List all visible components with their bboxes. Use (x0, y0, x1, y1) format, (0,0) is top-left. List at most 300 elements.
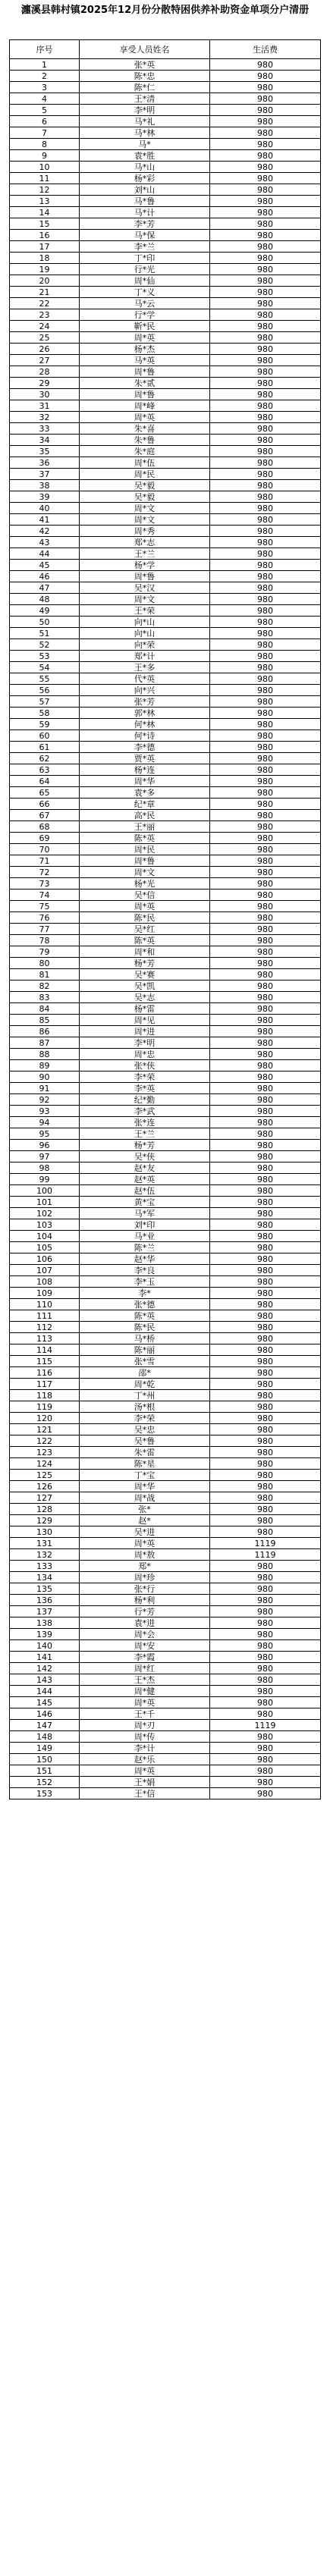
cell-name: 陈*忠 (80, 71, 210, 82)
cell-allowance: 980 (210, 651, 321, 662)
cell-name: 李*兰 (80, 241, 210, 253)
cell-name: 朱*鲁 (80, 435, 210, 446)
table-row (10, 526, 321, 537)
table-row (10, 890, 321, 901)
cell-allowance: 980 (210, 628, 321, 639)
cell-allowance: 980 (210, 150, 321, 162)
cell-name: 李*德 (80, 742, 210, 753)
cell-serial: 31 (10, 400, 80, 412)
cell-serial: 134 (10, 1572, 80, 1583)
cell-allowance: 980 (210, 1617, 321, 1629)
cell-serial: 44 (10, 548, 80, 560)
cell-name: 周*仙 (80, 275, 210, 287)
table-row (10, 162, 321, 173)
cell-name: 李*芳 (80, 218, 210, 230)
cell-allowance: 980 (210, 207, 321, 218)
table-row (10, 1629, 321, 1640)
table-row (10, 1356, 321, 1367)
cell-serial: 123 (10, 1447, 80, 1458)
table-row (10, 799, 321, 810)
cell-serial: 29 (10, 378, 80, 389)
cell-name: 李*武 (80, 1106, 210, 1117)
table-row (10, 844, 321, 855)
table-row (10, 82, 321, 93)
table-row (10, 1401, 321, 1413)
cell-allowance: 980 (210, 662, 321, 673)
cell-name: 周*英 (80, 332, 210, 344)
cell-name: 郑*志 (80, 537, 210, 548)
cell-allowance: 980 (210, 1788, 321, 1799)
cell-allowance: 980 (210, 1037, 321, 1049)
table-row (10, 1003, 321, 1015)
table-row (10, 1526, 321, 1538)
cell-allowance: 980 (210, 1026, 321, 1037)
cell-serial: 36 (10, 457, 80, 469)
cell-name: 周*伍 (80, 457, 210, 469)
cell-allowance: 980 (210, 1083, 321, 1094)
cell-serial: 39 (10, 491, 80, 503)
cell-name: 马*林 (80, 127, 210, 139)
cell-name: 何*诗 (80, 730, 210, 742)
cell-name: 周*英 (80, 1538, 210, 1549)
cell-name: 杨*芳 (80, 1140, 210, 1151)
table-row (10, 969, 321, 981)
cell-serial: 45 (10, 560, 80, 571)
cell-serial: 133 (10, 1561, 80, 1572)
cell-name: 马*云 (80, 298, 210, 309)
cell-allowance: 980 (210, 1162, 321, 1174)
cell-serial: 42 (10, 526, 80, 537)
table-row (10, 1674, 321, 1686)
table-row (10, 833, 321, 844)
table-row (10, 1379, 321, 1390)
cell-name: 周*鲁 (80, 389, 210, 400)
table-row (10, 366, 321, 378)
cell-name: 丁*宝 (80, 1470, 210, 1481)
cell-serial: 136 (10, 1595, 80, 1606)
cell-serial: 58 (10, 708, 80, 719)
table-body (10, 59, 321, 1799)
table-row (10, 400, 321, 412)
cell-allowance: 980 (210, 776, 321, 787)
header-name: 享受人员姓名 (80, 40, 210, 59)
cell-serial: 102 (10, 1208, 80, 1219)
cell-serial: 18 (10, 253, 80, 264)
cell-serial: 30 (10, 389, 80, 400)
cell-name: 周*文 (80, 594, 210, 605)
cell-serial: 107 (10, 1265, 80, 1276)
cell-name: 吴*毅 (80, 491, 210, 503)
cell-allowance: 980 (210, 1401, 321, 1413)
cell-name: 周*民 (80, 844, 210, 855)
cell-serial: 6 (10, 116, 80, 127)
cell-allowance: 980 (210, 389, 321, 400)
table-row (10, 537, 321, 548)
cell-serial: 111 (10, 1310, 80, 1322)
table-row (10, 1743, 321, 1754)
cell-name: 朱*喜 (80, 423, 210, 435)
cell-name: 周*英 (80, 412, 210, 423)
cell-serial: 128 (10, 1504, 80, 1515)
table-row (10, 651, 321, 662)
cell-serial: 97 (10, 1151, 80, 1162)
cell-name: 张*行 (80, 1583, 210, 1595)
cell-name: 周*安 (80, 1640, 210, 1652)
table-row (10, 1242, 321, 1253)
cell-name: 李*计 (80, 1743, 210, 1754)
cell-allowance: 980 (210, 912, 321, 924)
table-row (10, 958, 321, 969)
table-row (10, 139, 321, 150)
cell-serial: 121 (10, 1424, 80, 1435)
cell-allowance: 1119 (210, 1549, 321, 1561)
cell-allowance: 980 (210, 469, 321, 480)
cell-name: 吴*赛 (80, 969, 210, 981)
cell-name: 周*华 (80, 776, 210, 787)
table-row (10, 1788, 321, 1799)
cell-name: 周*英 (80, 901, 210, 912)
table-row (10, 1765, 321, 1777)
table-row (10, 810, 321, 821)
cell-allowance: 980 (210, 1060, 321, 1072)
cell-name: 周*乾 (80, 1379, 210, 1390)
cell-name: 王*娟 (80, 1777, 210, 1788)
cell-serial: 53 (10, 651, 80, 662)
cell-allowance: 980 (210, 1708, 321, 1720)
cell-serial: 73 (10, 878, 80, 890)
cell-allowance: 980 (210, 1117, 321, 1128)
table-row (10, 59, 321, 71)
cell-serial: 57 (10, 696, 80, 708)
table-row (10, 1310, 321, 1322)
table-row (10, 685, 321, 696)
cell-serial: 84 (10, 1003, 80, 1015)
table-row (10, 1299, 321, 1310)
cell-name: 周*进 (80, 1026, 210, 1037)
cell-allowance: 980 (210, 116, 321, 127)
cell-serial: 115 (10, 1356, 80, 1367)
cell-allowance: 980 (210, 1504, 321, 1515)
cell-name: 刘*印 (80, 1219, 210, 1231)
cell-serial: 64 (10, 776, 80, 787)
cell-serial: 104 (10, 1231, 80, 1242)
cell-allowance: 980 (210, 685, 321, 696)
table-header-row (10, 40, 321, 59)
table-row (10, 1288, 321, 1299)
cell-allowance: 980 (210, 1663, 321, 1674)
cell-name: 杨*杰 (80, 344, 210, 355)
table-row (10, 378, 321, 389)
cell-allowance: 980 (210, 1094, 321, 1106)
cell-name: 郭*林 (80, 708, 210, 719)
cell-name: 王*兰 (80, 548, 210, 560)
cell-allowance: 980 (210, 1140, 321, 1151)
table-row (10, 332, 321, 344)
cell-allowance: 980 (210, 1208, 321, 1219)
cell-allowance: 980 (210, 878, 321, 890)
table-row (10, 753, 321, 764)
cell-name: 向*山 (80, 617, 210, 628)
table-row (10, 1572, 321, 1583)
table-row (10, 1549, 321, 1561)
cell-name: 周*敖 (80, 1549, 210, 1561)
cell-serial: 113 (10, 1333, 80, 1344)
cell-allowance: 980 (210, 981, 321, 992)
table-row (10, 71, 321, 82)
cell-name: 李*英 (80, 1083, 210, 1094)
table-row (10, 696, 321, 708)
cell-serial: 48 (10, 594, 80, 605)
table-row (10, 1083, 321, 1094)
cell-serial: 141 (10, 1652, 80, 1663)
cell-serial: 7 (10, 127, 80, 139)
cell-name: 周*红 (80, 1663, 210, 1674)
table-row (10, 321, 321, 332)
cell-name: 王*多 (80, 662, 210, 673)
cell-name: 吴*汉 (80, 582, 210, 594)
table-row (10, 412, 321, 423)
cell-serial: 67 (10, 810, 80, 821)
cell-allowance: 980 (210, 1003, 321, 1015)
cell-name: 陈*星 (80, 1458, 210, 1470)
cell-name: 周*刃 (80, 1720, 210, 1731)
cell-serial: 12 (10, 184, 80, 196)
cell-name: 马*军 (80, 1208, 210, 1219)
cell-name: 吴*侠 (80, 1151, 210, 1162)
table-row (10, 1652, 321, 1663)
cell-name: 周*会 (80, 1629, 210, 1640)
header-serial: 序号 (10, 40, 80, 59)
cell-serial: 145 (10, 1697, 80, 1708)
cell-allowance: 980 (210, 1049, 321, 1060)
cell-name: 马*保 (80, 230, 210, 241)
cell-serial: 99 (10, 1174, 80, 1185)
cell-name: 赵*英 (80, 1174, 210, 1185)
cell-serial: 65 (10, 787, 80, 799)
cell-allowance: 980 (210, 1561, 321, 1572)
cell-name: 王*兰 (80, 1128, 210, 1140)
cell-name: 周*传 (80, 1731, 210, 1743)
table-row (10, 1333, 321, 1344)
cell-allowance: 980 (210, 1481, 321, 1492)
cell-name: 周*鲁 (80, 366, 210, 378)
cell-allowance: 980 (210, 617, 321, 628)
cell-serial: 127 (10, 1492, 80, 1504)
cell-serial: 137 (10, 1606, 80, 1617)
cell-allowance: 980 (210, 218, 321, 230)
cell-name: 郑* (80, 1561, 210, 1572)
cell-allowance: 980 (210, 753, 321, 764)
cell-name: 陈*兰 (80, 1242, 210, 1253)
cell-allowance: 980 (210, 855, 321, 867)
cell-serial: 46 (10, 571, 80, 582)
cell-name: 向*兴 (80, 685, 210, 696)
table-row (10, 105, 321, 116)
cell-name: 周*和 (80, 946, 210, 958)
cell-serial: 17 (10, 241, 80, 253)
cell-name: 纪*勤 (80, 1094, 210, 1106)
table-row (10, 264, 321, 275)
table-row (10, 1606, 321, 1617)
cell-serial: 37 (10, 469, 80, 480)
table-row (10, 1720, 321, 1731)
cell-allowance: 980 (210, 184, 321, 196)
cell-name: 赵*友 (80, 1162, 210, 1174)
cell-allowance: 980 (210, 1344, 321, 1356)
cell-serial: 96 (10, 1140, 80, 1151)
cell-serial: 95 (10, 1128, 80, 1140)
table-row (10, 605, 321, 617)
cell-allowance: 980 (210, 844, 321, 855)
table-row (10, 764, 321, 776)
cell-name: 陈*英 (80, 1310, 210, 1322)
table-row (10, 582, 321, 594)
table-row (10, 1037, 321, 1049)
cell-allowance: 980 (210, 1674, 321, 1686)
cell-name: 马*桥 (80, 1333, 210, 1344)
table-row (10, 1640, 321, 1652)
cell-allowance: 980 (210, 253, 321, 264)
cell-name: 向*荣 (80, 639, 210, 651)
cell-allowance: 980 (210, 321, 321, 332)
table-row (10, 981, 321, 992)
table-row (10, 116, 321, 127)
cell-serial: 109 (10, 1288, 80, 1299)
table-row (10, 1106, 321, 1117)
table-row (10, 1208, 321, 1219)
cell-allowance: 980 (210, 582, 321, 594)
cell-serial: 117 (10, 1379, 80, 1390)
cell-allowance: 980 (210, 366, 321, 378)
table-row (10, 571, 321, 582)
cell-name: 陈*英 (80, 833, 210, 844)
cell-allowance: 980 (210, 423, 321, 435)
table-row (10, 241, 321, 253)
cell-name: 张*芳 (80, 696, 210, 708)
cell-allowance: 980 (210, 435, 321, 446)
table-row (10, 298, 321, 309)
cell-allowance: 980 (210, 71, 321, 82)
cell-serial: 20 (10, 275, 80, 287)
cell-name: 吴*进 (80, 1526, 210, 1538)
cell-allowance: 980 (210, 1777, 321, 1788)
cell-name: 高*民 (80, 810, 210, 821)
cell-serial: 1 (10, 59, 80, 71)
cell-serial: 124 (10, 1458, 80, 1470)
table-row (10, 1162, 321, 1174)
cell-name: 赵*乐 (80, 1754, 210, 1765)
cell-serial: 26 (10, 344, 80, 355)
cell-serial: 139 (10, 1629, 80, 1640)
cell-allowance: 980 (210, 139, 321, 150)
cell-allowance: 980 (210, 730, 321, 742)
cell-serial: 5 (10, 105, 80, 116)
table-row (10, 867, 321, 878)
cell-serial: 41 (10, 514, 80, 526)
cell-serial: 55 (10, 673, 80, 685)
cell-allowance: 980 (210, 1367, 321, 1379)
cell-allowance: 980 (210, 1379, 321, 1390)
table-row (10, 1413, 321, 1424)
cell-serial: 21 (10, 287, 80, 298)
cell-serial: 40 (10, 503, 80, 514)
cell-serial: 43 (10, 537, 80, 548)
table-row (10, 1344, 321, 1356)
cell-serial: 10 (10, 162, 80, 173)
cell-serial: 32 (10, 412, 80, 423)
table-row (10, 1390, 321, 1401)
table-row (10, 912, 321, 924)
table-row (10, 1322, 321, 1333)
table-row (10, 594, 321, 605)
cell-serial: 56 (10, 685, 80, 696)
cell-name: 张*雪 (80, 1356, 210, 1367)
cell-allowance: 980 (210, 1072, 321, 1083)
cell-serial: 138 (10, 1617, 80, 1629)
cell-serial: 33 (10, 423, 80, 435)
table-row (10, 389, 321, 400)
cell-name: 周*文 (80, 514, 210, 526)
cell-allowance: 980 (210, 833, 321, 844)
table-row (10, 1231, 321, 1242)
cell-serial: 63 (10, 764, 80, 776)
cell-name: 周*文 (80, 867, 210, 878)
table-row (10, 1174, 321, 1185)
cell-name: 陈*英 (80, 935, 210, 946)
cell-allowance: 980 (210, 1583, 321, 1595)
cell-allowance: 980 (210, 1572, 321, 1583)
table-row (10, 253, 321, 264)
table-row (10, 1049, 321, 1060)
cell-serial: 148 (10, 1731, 80, 1743)
cell-serial: 15 (10, 218, 80, 230)
table-row (10, 1697, 321, 1708)
cell-allowance: 1119 (210, 1538, 321, 1549)
cell-allowance: 980 (210, 1219, 321, 1231)
cell-serial: 66 (10, 799, 80, 810)
table-row (10, 435, 321, 446)
cell-allowance: 980 (210, 1106, 321, 1117)
cell-serial: 22 (10, 298, 80, 309)
table-row (10, 1447, 321, 1458)
table-row (10, 776, 321, 787)
cell-serial: 54 (10, 662, 80, 673)
cell-name: 赵*伍 (80, 1185, 210, 1197)
cell-allowance: 980 (210, 1606, 321, 1617)
cell-allowance: 980 (210, 548, 321, 560)
cell-name: 朱*贰 (80, 378, 210, 389)
cell-allowance: 980 (210, 93, 321, 105)
cell-name: 赵*华 (80, 1253, 210, 1265)
table-row (10, 855, 321, 867)
cell-serial: 68 (10, 821, 80, 833)
table-row (10, 548, 321, 560)
cell-allowance: 980 (210, 514, 321, 526)
cell-allowance: 980 (210, 412, 321, 423)
cell-name: 李*明 (80, 1037, 210, 1049)
cell-serial: 3 (10, 82, 80, 93)
table-row (10, 127, 321, 139)
cell-allowance: 1119 (210, 1720, 321, 1731)
cell-allowance: 980 (210, 1197, 321, 1208)
cell-allowance: 980 (210, 924, 321, 935)
cell-allowance: 980 (210, 1231, 321, 1242)
cell-name: 王*丽 (80, 821, 210, 833)
cell-allowance: 980 (210, 1743, 321, 1754)
cell-serial: 152 (10, 1777, 80, 1788)
cell-name: 李*玉 (80, 1276, 210, 1288)
cell-allowance: 980 (210, 196, 321, 207)
